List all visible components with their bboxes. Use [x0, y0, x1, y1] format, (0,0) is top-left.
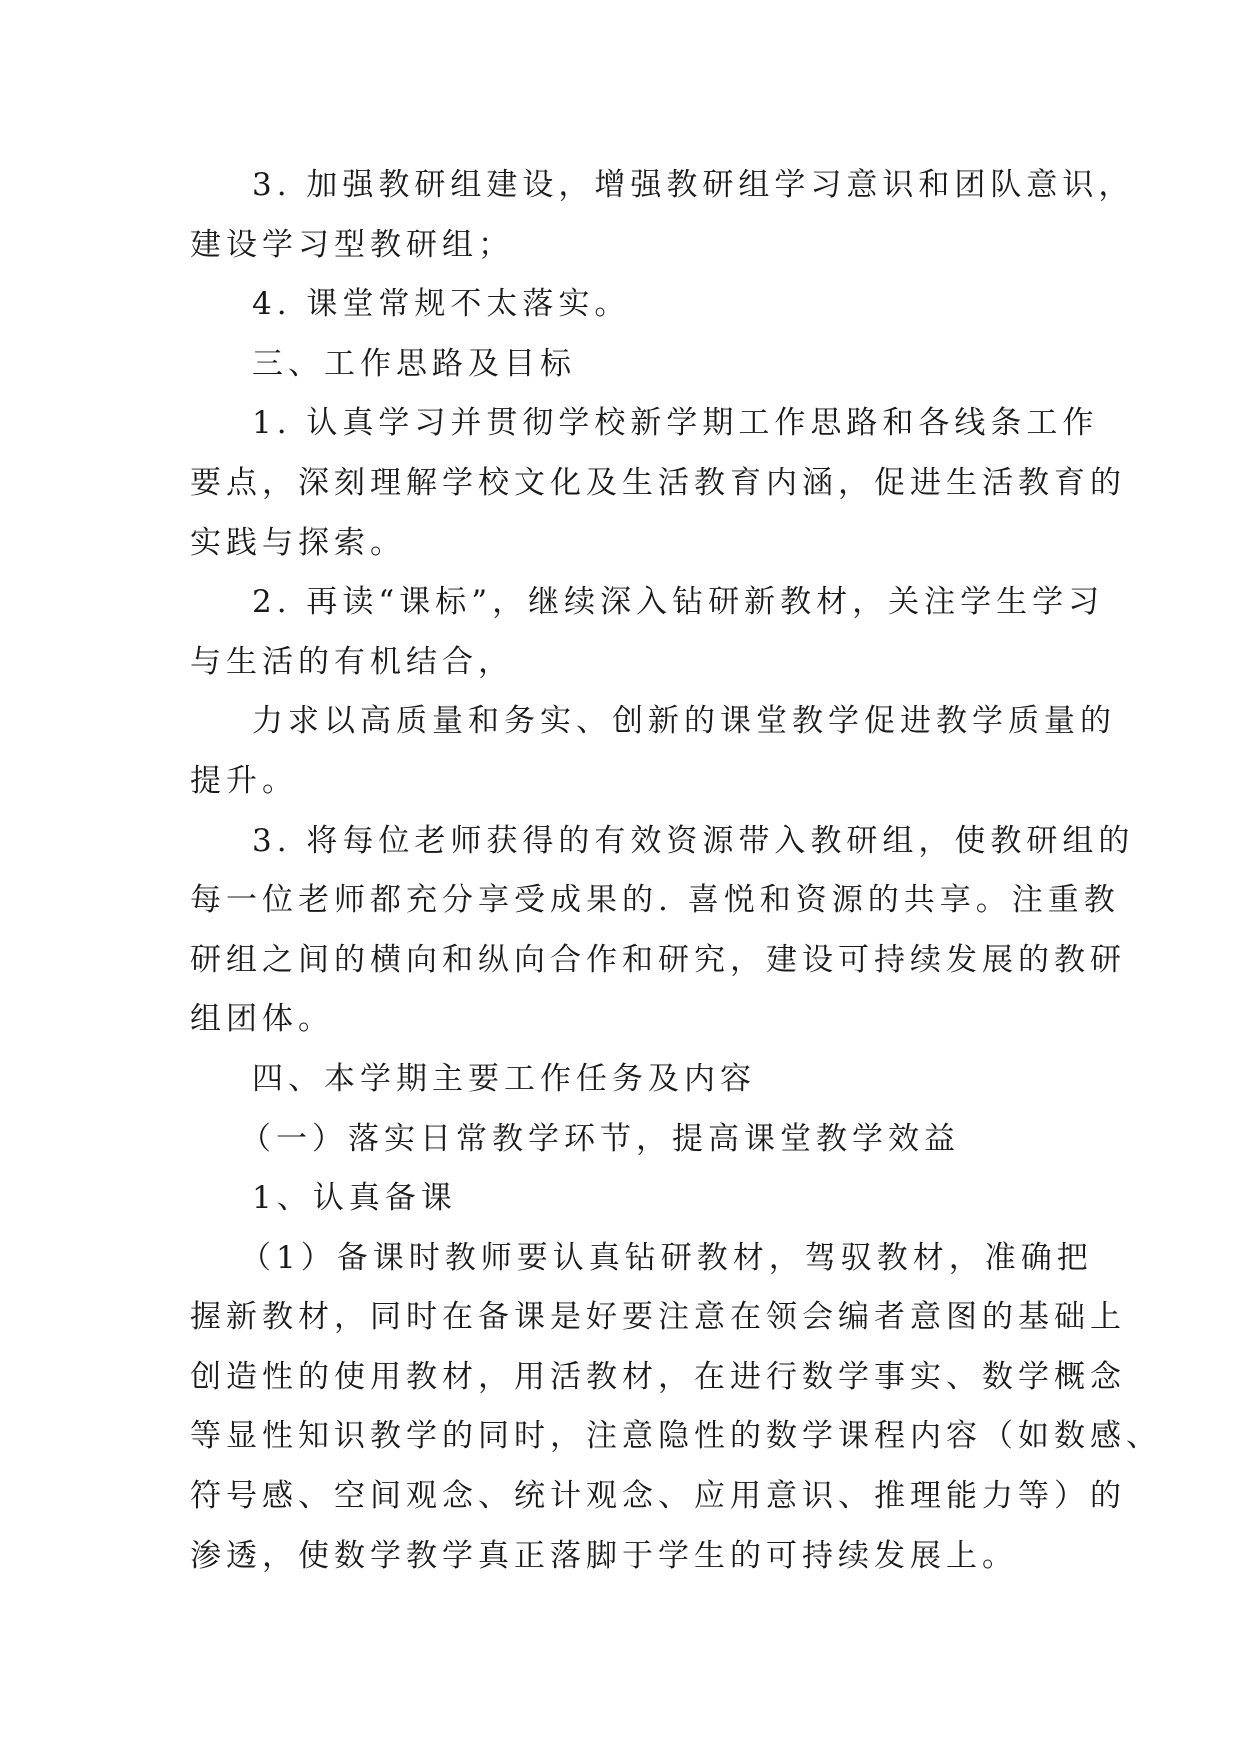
paragraph-line: 每一位老师都充分享受成果的. 喜悦和资源的共享。注重教	[190, 882, 1120, 919]
paragraph-line: 等显性知识教学的同时，注意隐性的数学课程内容（如数感、	[190, 1418, 1162, 1455]
paragraph-line: 握新教材，同时在备课是好要注意在领会编者意图的基础上	[190, 1299, 1126, 1336]
paragraph-line: 组团体。	[190, 1001, 334, 1038]
paragraph-line: 2. 再读“课标”，继续深入钻研新教材，关注学生学习	[252, 584, 1105, 621]
subsection-heading: （一）落实日常教学环节，提高课堂教学效益	[240, 1120, 960, 1157]
section-heading: 三、工作思路及目标	[252, 345, 576, 382]
paragraph-line: 1. 认真学习并贯彻学校新学期工作思路和各线条工作	[252, 405, 1099, 442]
paragraph-line: 研组之间的横向和纵向合作和研究，建设可持续发展的教研	[190, 941, 1126, 978]
paragraph-line: （1）备课时教师要认真钻研教材，驾驭教材，准确把	[240, 1239, 1093, 1276]
paragraph-line: 与生活的有机结合，	[190, 643, 514, 680]
paragraph-line: 要点，深刻理解学校文化及生活教育内涵，促进生活教育的	[190, 464, 1126, 501]
paragraph-line: 3. 将每位老师获得的有效资源带入教研组，使教研组的	[252, 822, 1135, 859]
paragraph-line: 实践与探索。	[190, 524, 406, 561]
paragraph-line: 提升。	[190, 762, 298, 799]
paragraph-line: 创造性的使用教材，用活教材，在进行数学事实、数学概念	[190, 1358, 1126, 1395]
paragraph-line: 建设学习型教研组；	[190, 226, 514, 263]
paragraph-line: 渗透，使数学教学真正落脚于学生的可持续发展上。	[190, 1537, 1018, 1574]
paragraph-line: 4. 课堂常规不太落实。	[252, 286, 631, 323]
paragraph-line: 符号感、空间观念、统计观念、应用意识、推理能力等）的	[190, 1478, 1126, 1515]
item-heading: 1、认真备课	[252, 1180, 457, 1217]
paragraph-line: 力求以高质量和务实、创新的课堂教学促进教学质量的	[252, 703, 1116, 740]
paragraph-line: 3. 加强教研组建设，增强教研组学习意识和团队意识，	[252, 167, 1135, 203]
section-heading: 四、本学期主要工作任务及内容	[252, 1060, 756, 1097]
document-body	[190, 156, 1162, 1586]
